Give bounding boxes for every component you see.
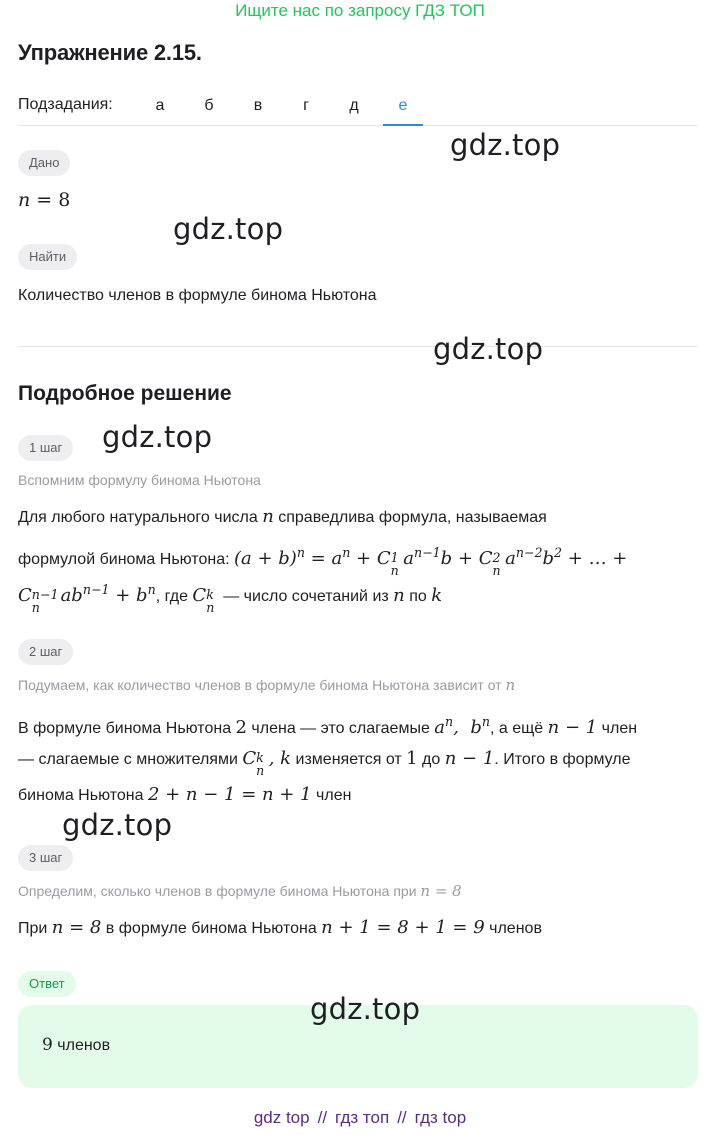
step-1-line-3: C n−1 n $ab^{n-1} + b^n$, где C k n — число сочетаний из n по k bbox=[18, 582, 443, 615]
footer-link-gdz-top-mixed[interactable]: гдз top bbox=[414, 1108, 467, 1127]
step-1-chip: 1 шаг bbox=[18, 435, 73, 461]
step-2-line-1: В формуле бинома Ньютона 2 члена — это слагаемые $a^n$, $b^n$, а ещё n − 1 член bbox=[18, 714, 638, 738]
find-text: Количество членов в формуле бинома Ньютона bbox=[18, 287, 377, 304]
subtasks-label: Подзадания: bbox=[18, 96, 113, 113]
find-chip: Найти bbox=[18, 244, 77, 270]
tab-e[interactable]: е bbox=[383, 90, 423, 126]
step-3-line-1: При n = 8 в формуле бинома Ньютона n + 1 = 8 + 1 = 9 членов bbox=[18, 917, 542, 938]
watermark: gdz.top bbox=[433, 332, 544, 366]
step-2-chip: 2 шаг bbox=[18, 639, 73, 665]
answer-chip: Ответ bbox=[18, 971, 76, 997]
step-3-hint: Определим, сколько членов в формуле бинома Ньютона при n = 8 bbox=[18, 882, 462, 900]
step-1-line-2: формулой бинома Ньютона: $(a + b)^n = a^n + C$ 1 n $a^{n-1}b + C$ 2 n $a^{n-2}b^2$ + … + bbox=[18, 545, 628, 578]
step-3-chip: 3 шаг bbox=[18, 845, 73, 871]
tab-b[interactable]: б bbox=[204, 97, 214, 114]
footer-link-gdz-top[interactable]: gdz top bbox=[253, 1108, 310, 1127]
watermark: gdz.top bbox=[450, 128, 561, 162]
given-formula: n = 8 bbox=[18, 189, 71, 211]
given-chip: Дано bbox=[18, 150, 70, 176]
step-1-hint: Вспомним формулу бинома Ньютона bbox=[18, 472, 261, 488]
tab-a[interactable]: а bbox=[155, 97, 165, 114]
tab-g[interactable]: г bbox=[303, 97, 309, 114]
watermark: gdz.top bbox=[102, 420, 213, 454]
footer-links bbox=[0, 1108, 720, 1128]
subtask-tabs bbox=[18, 90, 698, 126]
step-2-line-2: — слагаемые с множителями C k n , k изменяется от 1 до n − 1. Итого в формуле bbox=[18, 748, 631, 778]
footer-separator: // bbox=[317, 1108, 328, 1127]
watermark: gdz.top bbox=[173, 212, 284, 246]
footer-link-gdz-top-ru[interactable]: гдз топ bbox=[335, 1108, 390, 1127]
step-2-line-3: бинома Ньютона 2 + n − 1 = n + 1 член bbox=[18, 784, 352, 805]
tab-v[interactable]: в bbox=[253, 97, 263, 114]
step-1-line-1: Для любого натурального числа n справедлива формула, называемая bbox=[18, 506, 547, 527]
tab-d[interactable]: д bbox=[349, 97, 359, 114]
answer-text: 9 членов bbox=[42, 1035, 111, 1055]
solution-title: Подробное решение bbox=[18, 382, 232, 405]
watermark: gdz.top bbox=[62, 808, 173, 842]
footer-separator: // bbox=[397, 1108, 407, 1127]
divider bbox=[18, 346, 698, 347]
search-banner: Ищите нас по запросу ГДЗ ТОП bbox=[235, 1, 485, 20]
step-2-hint: Подумаем, как количество членов в формуле бинома Ньютона зависит от n bbox=[18, 676, 516, 694]
page-title: Упражнение 2.15. bbox=[18, 40, 202, 65]
watermark: gdz.top bbox=[310, 992, 421, 1026]
